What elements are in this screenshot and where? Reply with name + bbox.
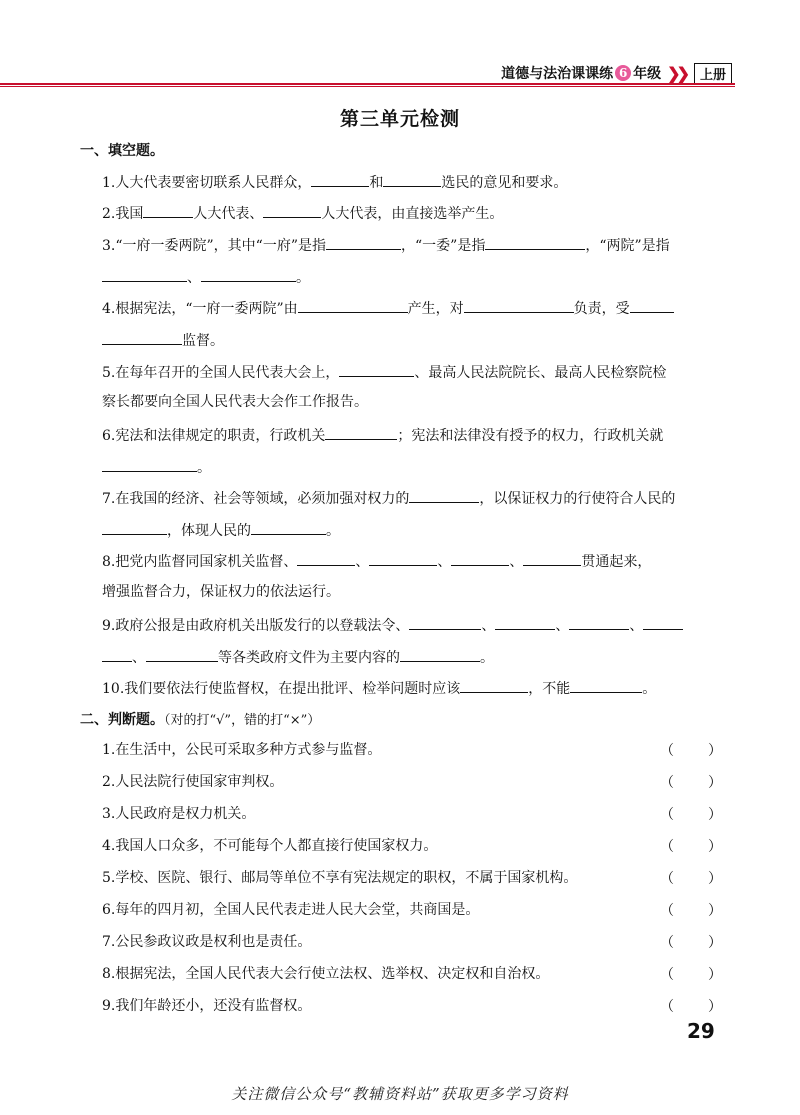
- q8-text-a: 8.把党内监督同国家机关监督、: [102, 554, 298, 570]
- paren-open: （: [660, 999, 674, 1015]
- double-chevron-icon: ❯❯: [667, 63, 686, 83]
- question-8: [102, 550, 722, 572]
- true-false-item: 8.根据宪法，全国人民代表大会行使立法权、选举权、决定权和自治权。: [102, 966, 550, 982]
- q9-text-f: 。: [480, 650, 494, 666]
- q7-blank-2[interactable]: [102, 519, 167, 535]
- paren-close: ）: [708, 839, 722, 855]
- q8-text-b: 、: [355, 554, 370, 570]
- q9-text-d2: 、: [132, 650, 146, 666]
- paren-close: ）: [708, 935, 722, 951]
- question-3: [102, 234, 722, 256]
- answer-parentheses[interactable]: [660, 996, 722, 1016]
- q8-text-d: 、: [509, 554, 524, 570]
- q1-blank-1[interactable]: [311, 171, 369, 187]
- question-8-cont: [102, 582, 722, 602]
- q4-text-a: 4.根据宪法，“一府一委两院”由: [102, 301, 298, 317]
- q8-blank-4[interactable]: [523, 550, 581, 566]
- true-false-item: 5.学校、医院、银行、邮局等单位不享有宪法规定的职权，不属于国家机构。: [102, 870, 578, 886]
- paren-open: （: [660, 839, 674, 855]
- q3-text-d: 、: [187, 270, 201, 286]
- paren-open: （: [660, 743, 674, 759]
- q7-text-c: ，体现人民的: [167, 523, 251, 539]
- question-9-cont: [102, 646, 722, 668]
- q7-blank-3[interactable]: [251, 519, 326, 535]
- answer-parentheses[interactable]: [660, 772, 722, 792]
- q8-text-e: 贯通起来，: [581, 554, 652, 570]
- q9-text-d: 、: [629, 618, 644, 634]
- q3-text-e: 。: [296, 270, 310, 286]
- q8-text-f: 增强监督合力，保证权力的依法运行。: [102, 584, 340, 600]
- question-3-cont: [102, 266, 722, 288]
- q5-blank-1[interactable]: [339, 361, 414, 377]
- q5-text-a: 5.在每年召开的全国人民代表大会上，: [102, 365, 340, 381]
- paren-close: ）: [708, 775, 722, 791]
- question-7-cont: [102, 519, 722, 541]
- q5-text-c: 察长都要向全国人民代表大会作工作报告。: [102, 394, 368, 410]
- q8-blank-1[interactable]: [297, 550, 355, 566]
- section-fill-blank-heading: 一、填空题。: [80, 143, 164, 159]
- q9-blank-7[interactable]: [400, 646, 480, 662]
- answer-parentheses[interactable]: [660, 900, 722, 920]
- q4-text-c: 负责，受: [573, 301, 630, 317]
- answer-parentheses[interactable]: [660, 836, 722, 856]
- q1-text-c: 选民的意见和要求。: [441, 175, 568, 191]
- question-6: [102, 424, 722, 446]
- q4-text-d: 监督。: [182, 333, 224, 349]
- section-true-false-heading: [80, 709, 320, 729]
- q3-blank-4[interactable]: [201, 266, 296, 282]
- q7-text-d: 。: [326, 523, 340, 539]
- q9-blank-5[interactable]: [102, 646, 132, 662]
- q1-text-a: 1.人大代表要密切联系人民群众，: [102, 175, 312, 191]
- paren-close: ）: [708, 871, 722, 887]
- paren-open: （: [660, 903, 674, 919]
- q10-text-a: 10.我们要依法行使监督权，在提出批评、检举问题时应该: [102, 681, 461, 697]
- question-4-cont: [102, 329, 722, 351]
- q6-text-b: ；宪法和法律没有授予的权力，行政机关就: [397, 428, 664, 444]
- true-false-item: 6.每年的四月初，全国人民代表走进人民大会堂，共商国是。: [102, 902, 480, 918]
- q9-text-a: 9.政府公报是由政府机关出版发行的以登载法令、: [102, 618, 410, 634]
- paren-open: （: [660, 967, 674, 983]
- q9-blank-4[interactable]: [643, 614, 683, 630]
- q3-text-c: ，“两院”是指: [585, 238, 670, 254]
- paren-open: （: [660, 775, 674, 791]
- page-title: 第三单元检测: [339, 108, 460, 130]
- question-4: [102, 297, 722, 319]
- true-false-item: 7.公民参政议政是权利也是责任。: [102, 934, 312, 950]
- paren-open: （: [660, 935, 674, 951]
- page-number: 29: [687, 1019, 715, 1043]
- true-false-item: 3.人民政府是权力机关。: [102, 806, 256, 822]
- q9-text-e: 等各类政府文件为主要内容的: [218, 650, 400, 666]
- q2-text-b: 人大代表、: [193, 206, 264, 222]
- question-2: [102, 202, 722, 224]
- paren-open: （: [660, 807, 674, 823]
- paren-close: ）: [708, 967, 722, 983]
- answer-parentheses[interactable]: [660, 868, 722, 888]
- q10-text-b: ，不能: [528, 681, 571, 697]
- q3-blank-2[interactable]: [485, 234, 585, 250]
- q6-blank-1[interactable]: [325, 424, 397, 440]
- answer-parentheses[interactable]: [660, 932, 722, 952]
- answer-parentheses[interactable]: [660, 964, 722, 984]
- paren-close: ）: [708, 903, 722, 919]
- q4-blank-1[interactable]: [298, 297, 408, 313]
- q9-blank-6[interactable]: [146, 646, 218, 662]
- q7-blank-1[interactable]: [409, 487, 479, 503]
- q3-text-b: ，“一委”是指: [401, 238, 486, 254]
- question-1: [102, 171, 722, 193]
- q3-text-a: 3.“一府一委两院”，其中“一府”是指: [102, 238, 326, 254]
- q8-blank-2[interactable]: [369, 550, 437, 566]
- page-header: [501, 62, 732, 84]
- q3-blank-3[interactable]: [102, 266, 187, 282]
- section2-title: 二、判断题。: [80, 712, 164, 728]
- q10-blank-1[interactable]: [460, 677, 528, 693]
- answer-parentheses[interactable]: [660, 804, 722, 824]
- grade-suffix: 年级: [633, 66, 662, 82]
- paren-close: ）: [708, 999, 722, 1015]
- q2-text-c: 人大代表，由直接选举产生。: [321, 206, 504, 222]
- section2-note: （对的打“√”，错的打“×”）: [164, 713, 321, 728]
- q1-text-b: 和: [369, 175, 384, 191]
- q6-blank-2[interactable]: [102, 456, 197, 472]
- question-7: [102, 487, 722, 509]
- q2-blank-1[interactable]: [143, 202, 193, 218]
- paren-close: ）: [708, 743, 722, 759]
- book-title: 道德与法治课课练: [501, 66, 614, 82]
- question-5: [102, 361, 722, 383]
- true-false-item: 9.我们年龄还小，还没有监督权。: [102, 998, 312, 1014]
- q9-blank-3[interactable]: [569, 614, 629, 630]
- q6-text-a: 6.宪法和法律规定的职责，行政机关: [102, 428, 326, 444]
- paren-close: ）: [708, 807, 722, 823]
- q4-text-b: 产生，对: [407, 301, 464, 317]
- true-false-item: 1.在生活中，公民可采取多种方式参与监督。: [102, 742, 382, 758]
- q2-blank-2[interactable]: [263, 202, 321, 218]
- q8-text-c: 、: [437, 554, 452, 570]
- q2-text-a: 2.我国: [102, 206, 144, 222]
- volume-label: 上册: [694, 63, 732, 84]
- paren-open: （: [660, 871, 674, 887]
- question-6-cont: [102, 456, 722, 478]
- q10-text-c: 。: [642, 681, 657, 697]
- header-rule: [0, 83, 735, 85]
- q6-text-c: 。: [197, 460, 211, 476]
- q9-text-b: 、: [481, 618, 496, 634]
- q8-blank-3[interactable]: [451, 550, 509, 566]
- footer-watermark: 关注微信公众号“教辅资料站”获取更多学习资料: [231, 1085, 569, 1103]
- question-9: [102, 614, 722, 636]
- q4-blank-3[interactable]: [630, 297, 674, 313]
- q9-blank-1[interactable]: [409, 614, 481, 630]
- question-5-cont: [102, 392, 722, 412]
- q4-blank-2[interactable]: [464, 297, 574, 313]
- true-false-item: 2.人民法院行使国家审判权。: [102, 774, 284, 790]
- q9-blank-2[interactable]: [495, 614, 555, 630]
- header-rule-thin: [0, 86, 735, 87]
- q3-blank-1[interactable]: [326, 234, 401, 250]
- q1-blank-2[interactable]: [383, 171, 441, 187]
- true-false-item: 4.我国人口众多，不可能每个人都直接行使国家权力。: [102, 838, 438, 854]
- q10-blank-2[interactable]: [570, 677, 642, 693]
- q4-blank-4[interactable]: [102, 329, 182, 345]
- answer-parentheses[interactable]: [660, 740, 722, 760]
- q7-text-b: ，以保证权力的行使符合人民的: [479, 491, 676, 507]
- q5-text-b: 、最高人民法院院长、最高人民检察院检: [414, 365, 667, 381]
- grade-number: 6: [615, 65, 631, 81]
- q9-text-c: 、: [555, 618, 570, 634]
- q7-text-a: 7.在我国的经济、社会等领域，必须加强对权力的: [102, 491, 410, 507]
- question-10: [102, 677, 722, 699]
